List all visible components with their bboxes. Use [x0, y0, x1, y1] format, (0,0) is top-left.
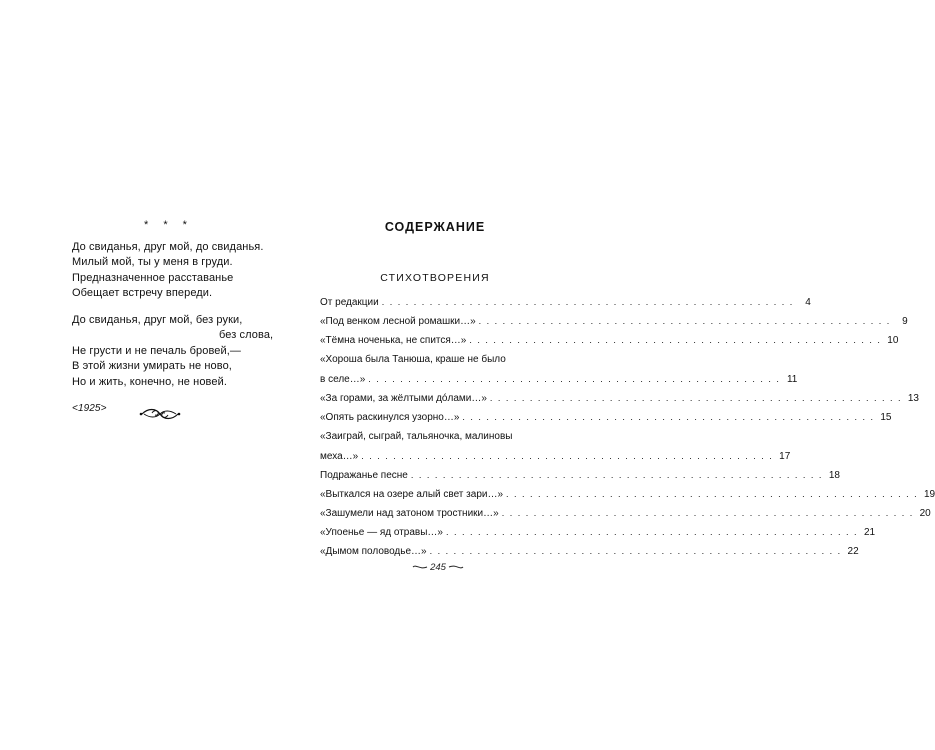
toc-entry-title: «Выткался на озере алый свет зари…» [320, 489, 504, 500]
poem-asterisks: * * * [144, 219, 193, 231]
toc-entry-page: 18 [828, 470, 840, 481]
toc-entry-page: 15 [880, 412, 892, 423]
poem-line: Обещает встречу впереди. [72, 287, 213, 299]
toc-entry-page: 13 [907, 393, 919, 404]
poem-line: Не грусти и не печаль бровей,— [72, 344, 242, 357]
toc-entry-title: в селе…» [320, 374, 366, 385]
toc-entry[interactable] [320, 411, 892, 424]
poem-line: В этой жизни умирать не ново, [72, 360, 232, 372]
toc-leader-dots: . . . . . . . . . . . . . . . . . . . . . . . . . . . . . . . . . . . . . . . . . . . . . . . . . . . . [361, 451, 774, 461]
toc-entry-page: 20 [919, 508, 931, 519]
poem-line: До свиданья, друг мой, без руки, [72, 313, 243, 326]
toc-entry[interactable] [320, 430, 791, 463]
toc-entry[interactable] [320, 296, 811, 309]
poem-line: До свиданья, друг мой, до свиданья. [72, 240, 264, 253]
toc-leader-dots: . . . . . . . . . . . . . . . . . . . . . . . . . . . . . . . . . . . . . . . . . . . . . . . . . . . . [489, 393, 902, 403]
toc-entry[interactable] [320, 353, 798, 386]
section-title: СТИХОТВОРЕНИЯ [380, 272, 490, 284]
toc-entry-title: меха…» [320, 451, 359, 462]
toc-entry-title: «Под венком лесной ромашки…» [320, 316, 476, 327]
toc-entry-page: 22 [847, 546, 859, 557]
toc-leader-dots: . . . . . . . . . . . . . . . . . . . . . . . . . . . . . . . . . . . . . . . . . . . . . . . . . . . . [506, 489, 919, 499]
toc-entry[interactable] [320, 334, 899, 347]
toc-entry-page: 17 [779, 451, 791, 462]
page-number [398, 560, 478, 574]
toc-entry[interactable] [320, 526, 876, 539]
contents-page [320, 220, 935, 564]
toc-entry-title: От редакции [320, 297, 379, 308]
toc-entry[interactable] [320, 545, 859, 558]
poem-line-continuation: без слова, [219, 329, 274, 341]
toc-title: СОДЕРЖАНИЕ [384, 220, 486, 234]
toc-entry-title-line1: «Заиграй, сыграй, тальяночка, малиновы [320, 431, 513, 442]
poem-date: <1925> [72, 403, 107, 414]
flourish-vignette-icon [138, 404, 182, 424]
toc-entry-page: 9 [902, 316, 908, 327]
toc-entry-title: «Тёмна ноченька, не спится…» [320, 335, 467, 346]
toc-leader-dots: . . . . . . . . . . . . . . . . . . . . . . . . . . . . . . . . . . . . . . . . . . . . . . . . . . . . [368, 374, 781, 384]
folio-ornament-left-icon [412, 563, 428, 571]
poem-page [72, 218, 282, 417]
toc-entry-page: 4 [805, 297, 811, 308]
toc-entry-title: «Опять раскинулся узорно…» [320, 412, 460, 423]
toc-leader-dots: . . . . . . . . . . . . . . . . . . . . . . . . . . . . . . . . . . . . . . . . . . . . . . . . . . . . [469, 335, 882, 345]
stanza-2 [72, 313, 282, 391]
toc-entry[interactable] [320, 315, 908, 328]
toc-entry[interactable] [320, 507, 931, 520]
toc-entry-page: 21 [863, 527, 876, 538]
poem-line: Милый мой, ты у меня в груди. [72, 256, 233, 268]
toc-leader-dots: . . . . . . . . . . . . . . . . . . . . . . . . . . . . . . . . . . . . . . . . . . . . . . . . . . . . [429, 546, 842, 556]
toc-entry-page: 19 [923, 489, 935, 500]
stanza-1 [72, 240, 282, 302]
toc-entry-title-line1: «Хороша была Танюша, краше не было [320, 354, 506, 365]
poem-line: Но и жить, конечно, не новей. [72, 375, 227, 388]
toc-leader-dots: . . . . . . . . . . . . . . . . . . . . . . . . . . . . . . . . . . . . . . . . . . . . . . . . . . . . [501, 508, 914, 518]
folio-ornament-right-icon [448, 563, 464, 571]
toc-entry[interactable] [320, 469, 840, 482]
toc-entry-page: 11 [786, 374, 798, 385]
toc-entry[interactable] [320, 392, 919, 405]
toc-leader-dots: . . . . . . . . . . . . . . . . . . . . . . . . . . . . . . . . . . . . . . . . . . . . . . . . . . . . [478, 316, 891, 326]
toc-entry-title: Подражанье песне [320, 470, 408, 481]
toc-entry-title: «Дымом половодье…» [320, 546, 427, 557]
toc-list [320, 296, 935, 558]
toc-entry[interactable] [320, 488, 935, 501]
toc-leader-dots: . . . . . . . . . . . . . . . . . . . . . . . . . . . . . . . . . . . . . . . . . . . . . . . . . . . . [446, 527, 859, 537]
toc-entry-title: «За горами, за жёлтыми дóлами…» [320, 393, 487, 404]
toc-leader-dots: . . . . . . . . . . . . . . . . . . . . . . . . . . . . . . . . . . . . . . . . . . . . . . . . . . . . [381, 297, 794, 307]
page-number-text: 245 [430, 561, 446, 573]
poem-line: Предназначенное расставанье [72, 271, 234, 284]
toc-leader-dots: . . . . . . . . . . . . . . . . . . . . . . . . . . . . . . . . . . . . . . . . . . . . . . . . . . . . [462, 412, 875, 422]
toc-entry-page: 10 [887, 335, 899, 346]
toc-entry-title: «Упоенье — яд отравы…» [320, 527, 443, 538]
toc-leader-dots: . . . . . . . . . . . . . . . . . . . . . . . . . . . . . . . . . . . . . . . . . . . . . . . . . . . . [410, 470, 823, 480]
toc-entry-title: «Зашумели над затоном тростники…» [320, 508, 499, 519]
